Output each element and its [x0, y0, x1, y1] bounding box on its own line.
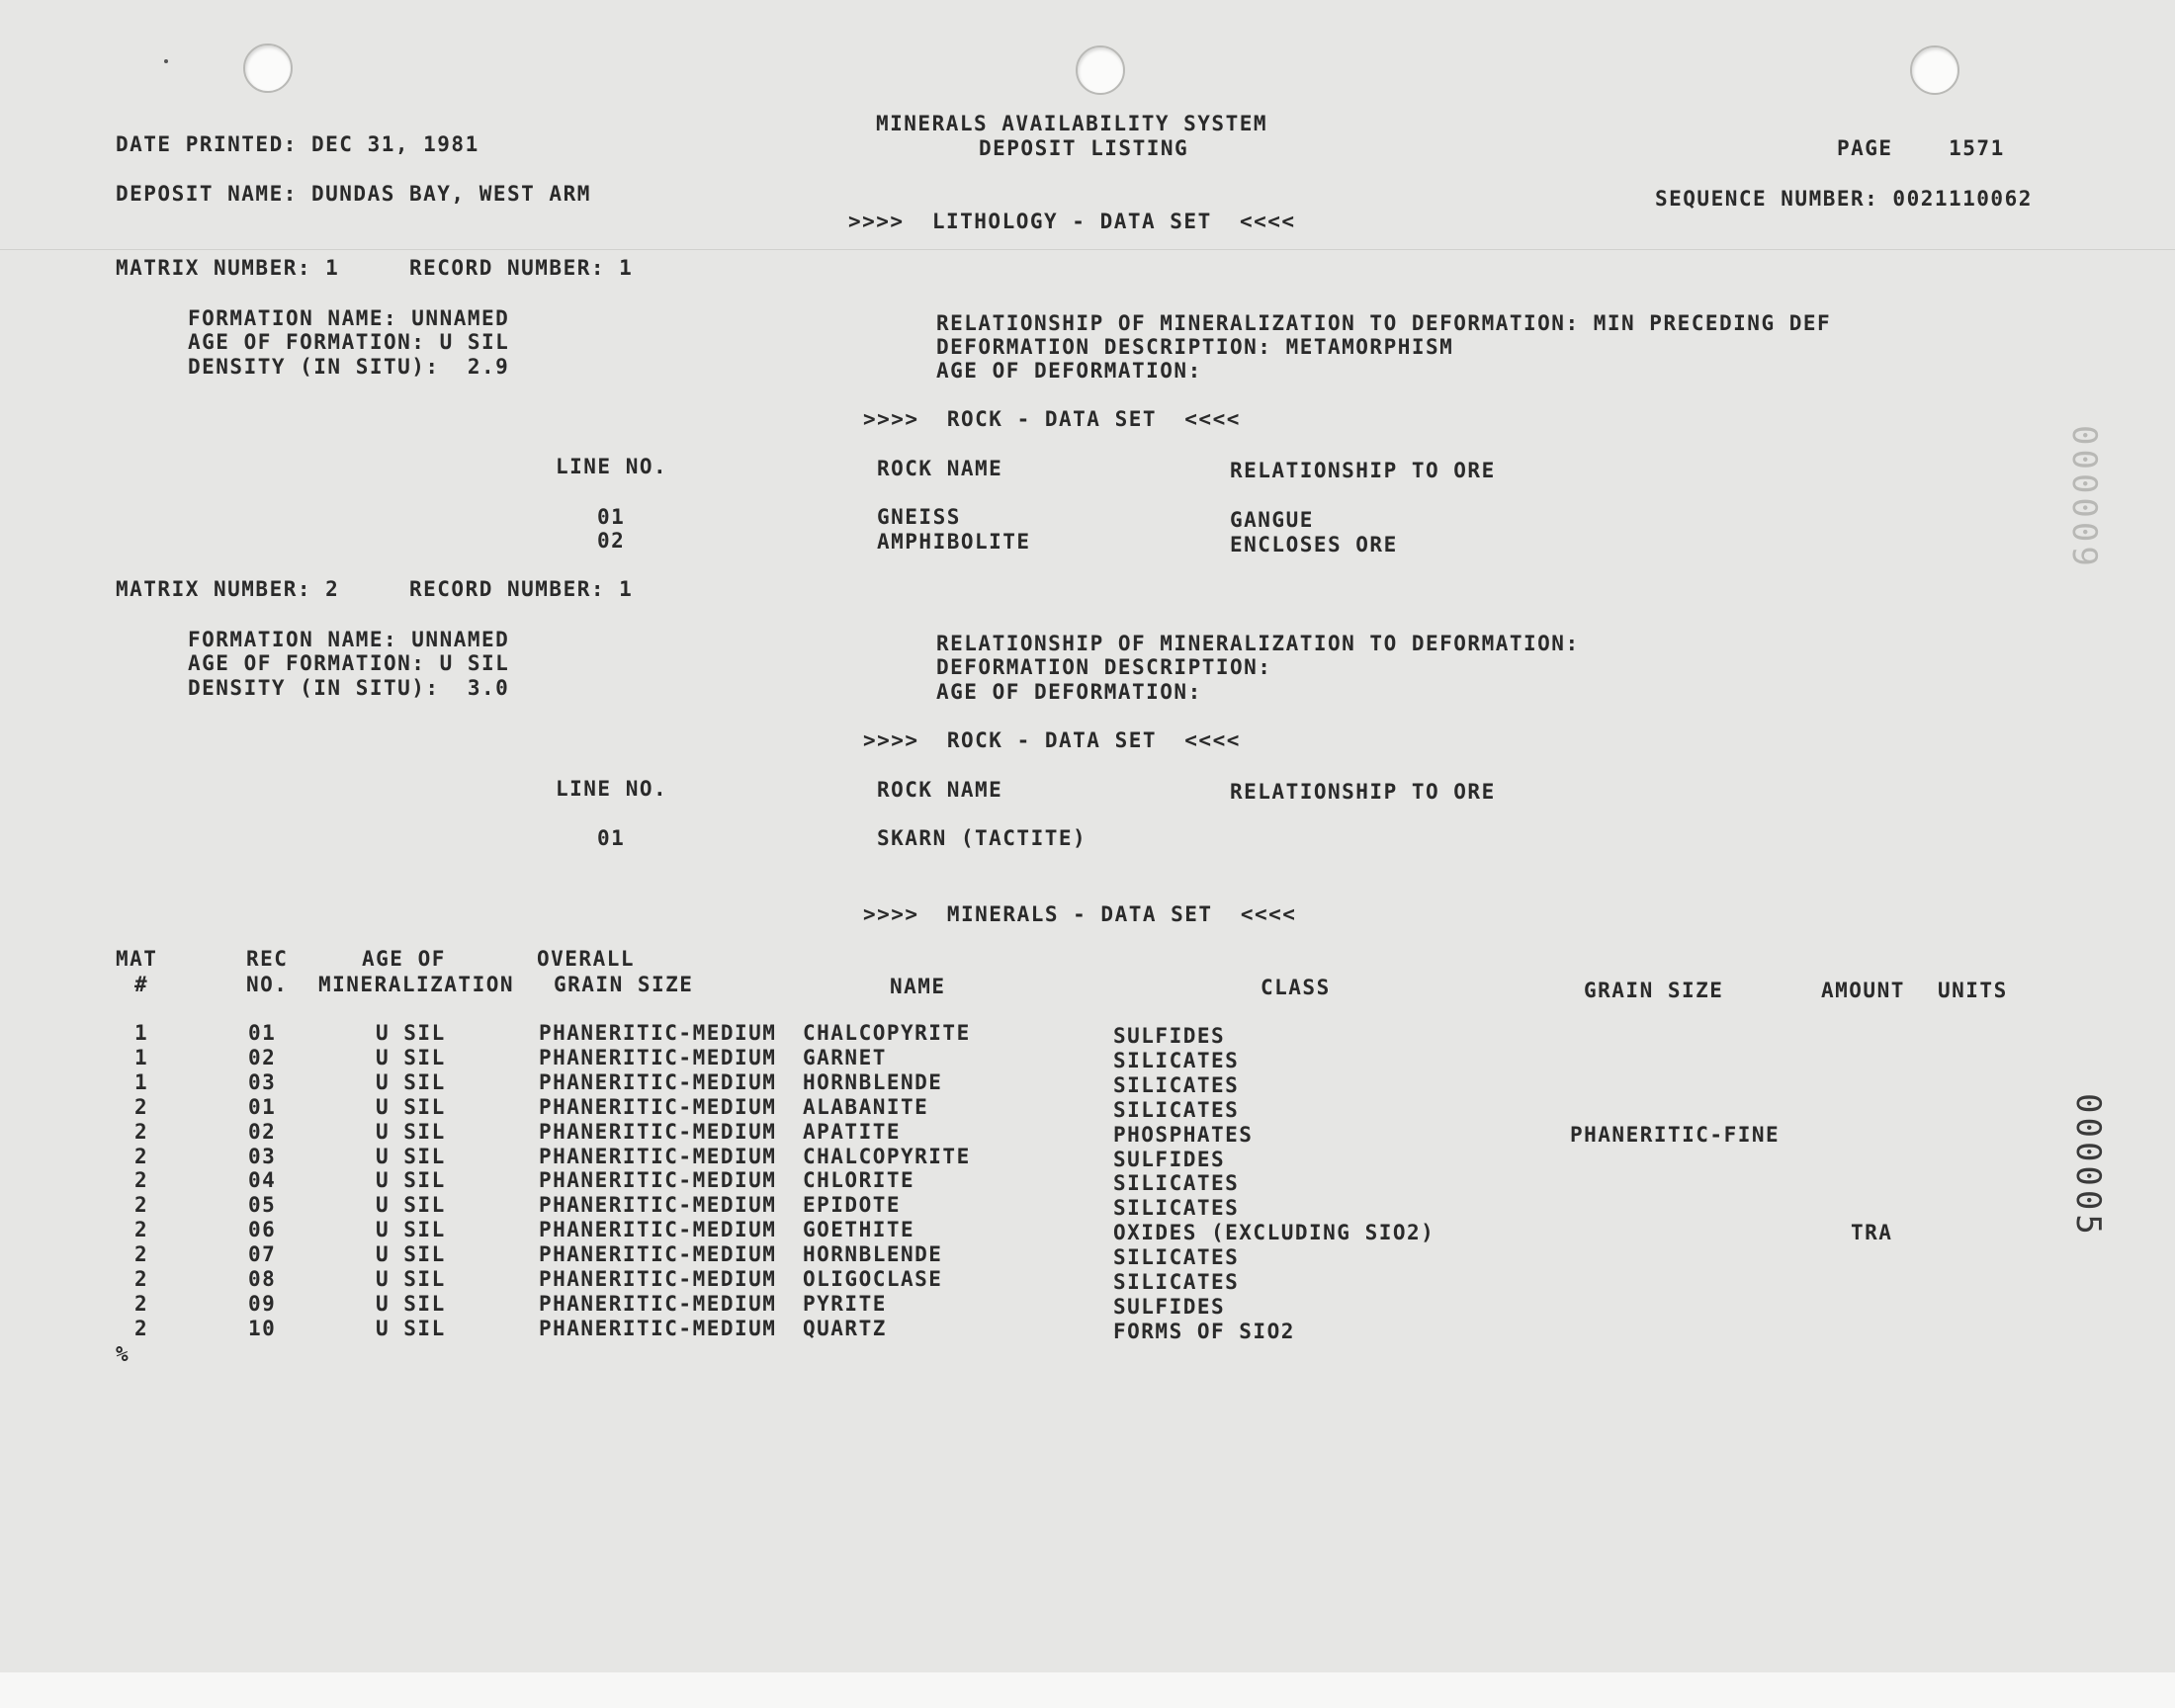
- header-amount: AMOUNT: [1821, 979, 1905, 1002]
- cell-name: CHLORITE: [803, 1168, 915, 1193]
- cell-age: U SIL: [376, 1144, 446, 1168]
- cell-age: U SIL: [376, 1291, 446, 1316]
- cell-class: SULFIDES: [1113, 1024, 1226, 1048]
- cell-name: GARNET: [803, 1045, 887, 1069]
- rock-line-no: 01: [597, 505, 626, 529]
- header-rule: [0, 249, 2175, 250]
- rock-header-name-1: ROCK NAME: [877, 457, 1003, 480]
- cell-mat: 2: [134, 1119, 149, 1144]
- cell-age: U SIL: [376, 1316, 446, 1340]
- cell-mat: 2: [134, 1193, 149, 1218]
- cell-rec: 06: [248, 1218, 277, 1242]
- rock-relationship: GANGUE: [1230, 508, 1314, 532]
- cell-age: U SIL: [376, 1045, 446, 1069]
- cell-name: HORNBLENDE: [803, 1069, 943, 1094]
- listing-title: DEPOSIT LISTING: [979, 136, 1189, 160]
- cell-class: PHOSPHATES: [1113, 1122, 1254, 1147]
- cell-overall-grain-size: PHANERITIC-MEDIUM: [539, 1242, 777, 1267]
- cell-class: SILICATES: [1113, 1196, 1240, 1221]
- rock-relationship: ENCLOSES ORE: [1230, 533, 1398, 556]
- cell-mat: 2: [134, 1267, 149, 1291]
- cell-name: QUARTZ: [803, 1316, 887, 1340]
- cell-age: U SIL: [376, 1218, 446, 1242]
- cell-overall-grain-size: PHANERITIC-MEDIUM: [539, 1144, 777, 1168]
- cell-class: SILICATES: [1113, 1097, 1240, 1122]
- rock-header-line-no-2: LINE NO.: [556, 777, 668, 801]
- cell-mat: 1: [134, 1045, 149, 1069]
- cell-class: FORMS OF SIO2: [1113, 1319, 1295, 1343]
- header-overall: OVERALL: [537, 947, 636, 971]
- cell-mat: 2: [134, 1316, 149, 1340]
- cell-age: U SIL: [376, 1094, 446, 1119]
- cell-overall-grain-size: PHANERITIC-MEDIUM: [539, 1021, 777, 1045]
- system-title: MINERALS AVAILABILITY SYSTEM: [876, 112, 1268, 135]
- page-number: PAGE 1571: [1837, 136, 2005, 160]
- header-name: NAME: [890, 975, 946, 998]
- cell-name: CHALCOPYRITE: [803, 1021, 971, 1045]
- cell-age: U SIL: [376, 1069, 446, 1094]
- cell-mat: 2: [134, 1144, 149, 1168]
- date-printed: DATE PRINTED: DEC 31, 1981: [116, 132, 479, 156]
- cell-overall-grain-size: PHANERITIC-MEDIUM: [539, 1045, 777, 1069]
- formation-name-2: FORMATION NAME: UNNAMED: [188, 628, 510, 651]
- punch-hole-center: [1076, 45, 1125, 95]
- rock-name: SKARN (TACTITE): [877, 826, 1088, 850]
- rock-line-no: 01: [597, 826, 626, 850]
- formation-name-1: FORMATION NAME: UNNAMED: [188, 306, 510, 330]
- cell-rec: 05: [248, 1193, 277, 1218]
- cell-class: SULFIDES: [1113, 1147, 1226, 1171]
- cell-rec: 02: [248, 1119, 277, 1144]
- cell-rec: 01: [248, 1021, 277, 1045]
- rock-name: AMPHIBOLITE: [877, 530, 1031, 554]
- cell-class: SILICATES: [1113, 1171, 1240, 1196]
- cell-rec: 08: [248, 1267, 277, 1291]
- cell-rec: 10: [248, 1316, 277, 1340]
- cell-mat: 1: [134, 1021, 149, 1045]
- cell-mat: 2: [134, 1218, 149, 1242]
- header-units: UNITS: [1938, 979, 2008, 1002]
- cell-amount: TRA: [1851, 1221, 1893, 1245]
- cell-name: HORNBLENDE: [803, 1242, 943, 1267]
- cell-rec: 04: [248, 1168, 277, 1193]
- cell-class: SILICATES: [1113, 1245, 1240, 1270]
- header-mat-hash: #: [134, 973, 149, 996]
- cell-overall-grain-size: PHANERITIC-MEDIUM: [539, 1218, 777, 1242]
- cell-overall-grain-size: PHANERITIC-MEDIUM: [539, 1193, 777, 1218]
- cell-name: GOETHITE: [803, 1218, 915, 1242]
- header-rec-no: NO.: [246, 973, 289, 996]
- cell-class: SILICATES: [1113, 1270, 1240, 1294]
- rock-header-relationship-1: RELATIONSHIP TO ORE: [1230, 459, 1496, 482]
- cell-class: OXIDES (EXCLUDING SIO2): [1113, 1221, 1436, 1245]
- cell-age: U SIL: [376, 1119, 446, 1144]
- cell-mat: 2: [134, 1168, 149, 1193]
- cell-overall-grain-size: PHANERITIC-MEDIUM: [539, 1267, 777, 1291]
- cell-mat: 2: [134, 1242, 149, 1267]
- cell-name: PYRITE: [803, 1291, 887, 1316]
- deposit-name: DEPOSIT NAME: DUNDAS BAY, WEST ARM: [116, 182, 591, 206]
- header-overall-grain-size: GRAIN SIZE: [554, 973, 694, 996]
- age-of-deformation-2: AGE OF DEFORMATION:: [936, 680, 1202, 704]
- cell-age: U SIL: [376, 1267, 446, 1291]
- age-of-formation-1: AGE OF FORMATION: U SIL: [188, 330, 510, 354]
- header-class: CLASS: [1261, 976, 1331, 999]
- age-of-deformation-1: AGE OF DEFORMATION:: [936, 359, 1202, 383]
- cell-rec: 01: [248, 1094, 277, 1119]
- cell-rec: 09: [248, 1291, 277, 1316]
- rock-title-1: >>>> ROCK - DATA SET <<<<: [863, 407, 1241, 431]
- cell-age: U SIL: [376, 1193, 446, 1218]
- cell-rec: 07: [248, 1242, 277, 1267]
- cell-age: U SIL: [376, 1021, 446, 1045]
- cell-grain-size: PHANERITIC-FINE: [1570, 1122, 1781, 1147]
- relationship-2: RELATIONSHIP OF MINERALIZATION TO DEFORMATION:: [936, 632, 1580, 655]
- margin-stamp-upper: 000009: [2064, 425, 2104, 570]
- rock-title-2: >>>> ROCK - DATA SET <<<<: [863, 728, 1241, 752]
- density-1: DENSITY (IN SITU): 2.9: [188, 355, 510, 379]
- rock-header-name-2: ROCK NAME: [877, 778, 1003, 802]
- margin-stamp-lower: 000005: [2068, 1093, 2108, 1238]
- punch-hole-left: [243, 43, 293, 93]
- rock-name: GNEISS: [877, 505, 961, 529]
- ink-speck: [164, 59, 168, 63]
- density-2: DENSITY (IN SITU): 3.0: [188, 676, 510, 700]
- end-mark: %: [116, 1342, 130, 1366]
- cell-mat: 2: [134, 1291, 149, 1316]
- page-bottom-edge: [0, 1672, 2175, 1708]
- cell-rec: 03: [248, 1144, 277, 1168]
- cell-age: U SIL: [376, 1168, 446, 1193]
- cell-class: SILICATES: [1113, 1072, 1240, 1097]
- cell-age: U SIL: [376, 1242, 446, 1267]
- cell-overall-grain-size: PHANERITIC-MEDIUM: [539, 1119, 777, 1144]
- cell-mat: 2: [134, 1094, 149, 1119]
- deformation-description-1: DEFORMATION DESCRIPTION: METAMORPHISM: [936, 335, 1454, 359]
- punch-hole-right: [1910, 45, 1959, 95]
- cell-class: SILICATES: [1113, 1048, 1240, 1072]
- cell-overall-grain-size: PHANERITIC-MEDIUM: [539, 1094, 777, 1119]
- header-mineralization: MINERALIZATION: [318, 973, 515, 996]
- cell-overall-grain-size: PHANERITIC-MEDIUM: [539, 1316, 777, 1340]
- rock-header-line-no-1: LINE NO.: [556, 455, 668, 478]
- lithology-title: >>>> LITHOLOGY - DATA SET <<<<: [848, 210, 1296, 233]
- cell-rec: 02: [248, 1045, 277, 1069]
- rock-line-no: 02: [597, 529, 626, 553]
- header-mat: MAT: [116, 947, 158, 971]
- relationship-1: RELATIONSHIP OF MINERALIZATION TO DEFORMATION: MIN PRECEDING DEF: [936, 311, 1832, 335]
- header-grain-size: GRAIN SIZE: [1584, 979, 1724, 1002]
- cell-class: SULFIDES: [1113, 1294, 1226, 1319]
- minerals-title: >>>> MINERALS - DATA SET <<<<: [863, 902, 1297, 926]
- cell-name: EPIDOTE: [803, 1193, 902, 1218]
- rock-header-relationship-2: RELATIONSHIP TO ORE: [1230, 780, 1496, 804]
- cell-mat: 1: [134, 1069, 149, 1094]
- deformation-description-2: DEFORMATION DESCRIPTION:: [936, 655, 1272, 679]
- header-age-of: AGE OF: [362, 947, 446, 971]
- header-rec: REC: [246, 947, 289, 971]
- cell-name: APATITE: [803, 1119, 902, 1144]
- matrix-record-2: MATRIX NUMBER: 2 RECORD NUMBER: 1: [116, 577, 634, 601]
- cell-overall-grain-size: PHANERITIC-MEDIUM: [539, 1168, 777, 1193]
- cell-name: OLIGOCLASE: [803, 1267, 943, 1291]
- cell-name: ALABANITE: [803, 1094, 929, 1119]
- cell-overall-grain-size: PHANERITIC-MEDIUM: [539, 1069, 777, 1094]
- cell-name: CHALCOPYRITE: [803, 1144, 971, 1168]
- age-of-formation-2: AGE OF FORMATION: U SIL: [188, 651, 510, 675]
- cell-overall-grain-size: PHANERITIC-MEDIUM: [539, 1291, 777, 1316]
- matrix-record-1: MATRIX NUMBER: 1 RECORD NUMBER: 1: [116, 256, 634, 280]
- sequence-number: SEQUENCE NUMBER: 0021110062: [1655, 187, 2033, 211]
- cell-rec: 03: [248, 1069, 277, 1094]
